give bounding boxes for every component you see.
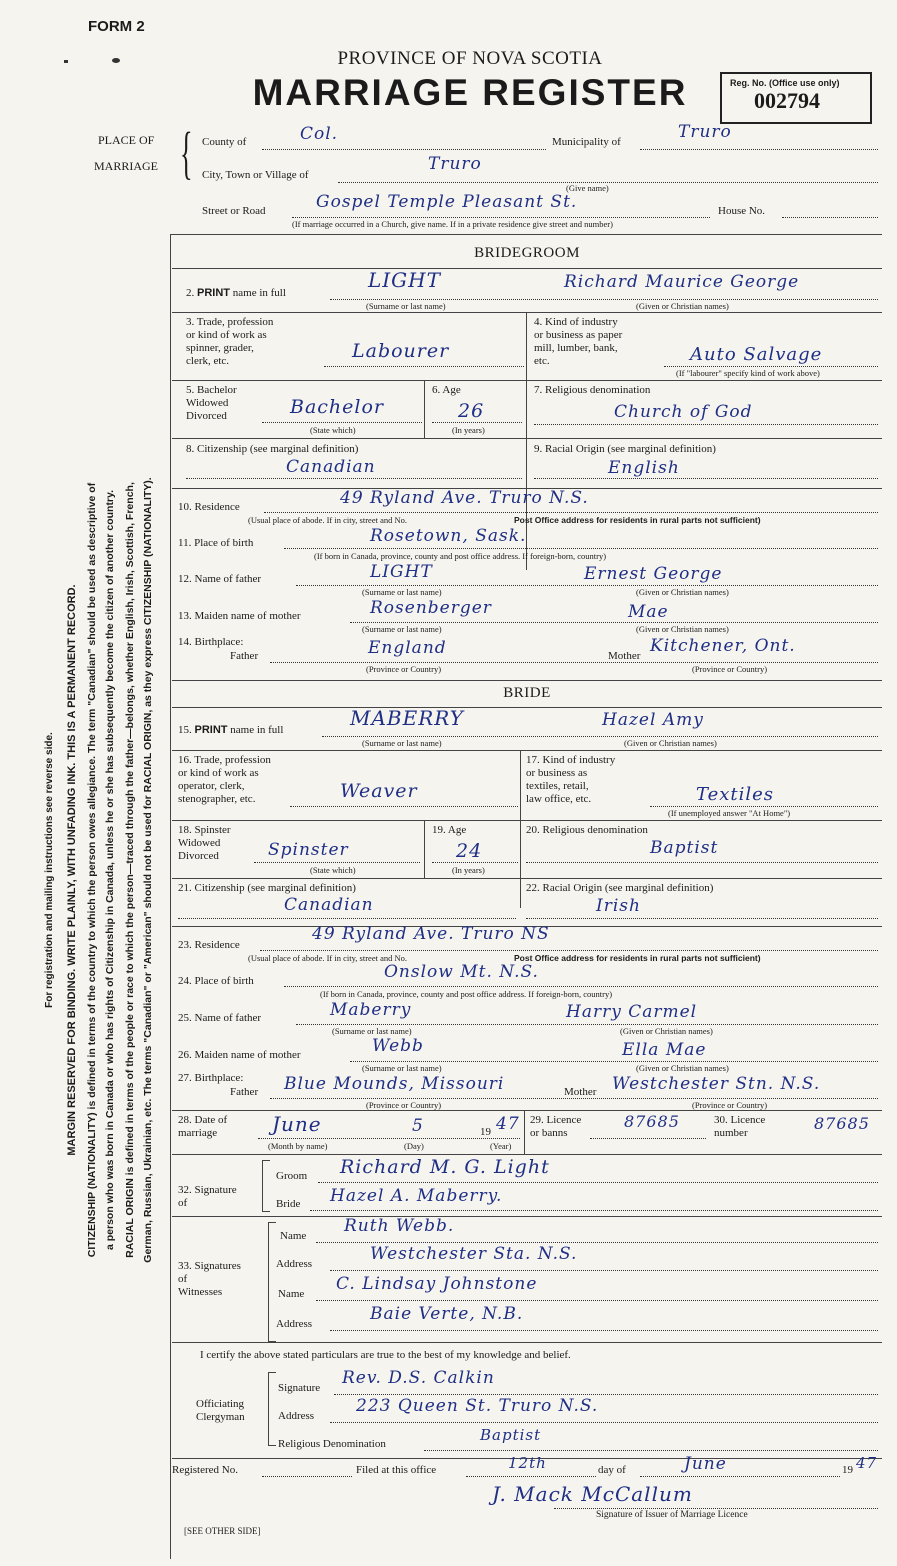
f27-line xyxy=(270,1098,878,1099)
f23-label: 23. Residence xyxy=(178,939,240,951)
groom-origin: English xyxy=(608,458,680,478)
denomination-line xyxy=(424,1450,878,1451)
bride-signature: Hazel A. Maberry. xyxy=(330,1186,503,1206)
f28-line xyxy=(258,1138,520,1139)
day-of-label: day of xyxy=(598,1464,626,1476)
place-brace: { xyxy=(180,120,193,185)
f12-label: 12. Name of father xyxy=(178,573,262,585)
f12-line xyxy=(296,585,878,586)
groom-father-given: Ernest George xyxy=(584,564,723,584)
f26-line xyxy=(350,1061,878,1062)
f5-label: 5. Bachelor Widowed Divorced xyxy=(186,384,237,422)
rule xyxy=(524,1110,525,1154)
f7-line xyxy=(534,424,878,425)
f13-surname-note: (Surname or last name) xyxy=(362,624,442,634)
groom-father-birth: England xyxy=(368,638,447,658)
month-note: (Month by name) xyxy=(268,1141,328,1151)
filed-label: Filed at this office xyxy=(356,1464,437,1476)
bride-sig-line xyxy=(310,1210,878,1211)
f21-label: 21. Citizenship (see marginal definition) xyxy=(178,882,356,894)
f15-no: 15. xyxy=(178,724,192,736)
groom-father-surname: LIGHT xyxy=(370,562,433,582)
f9-line xyxy=(534,478,878,479)
f15-given-note: (Given or Christian names) xyxy=(624,738,717,748)
w1-name-label: Name xyxy=(280,1230,307,1242)
rule xyxy=(520,750,521,908)
bride-religion: Baptist xyxy=(650,838,719,858)
rule xyxy=(172,1216,882,1217)
f2-bold: PRINT xyxy=(197,287,230,299)
f27-label: 27. Birthplace: xyxy=(178,1072,244,1084)
marriage-year: 47 xyxy=(496,1114,520,1134)
f3-label: 3. Trade, profession or kind of work as spinner, grader, clerk, etc. xyxy=(186,316,274,367)
day-note: (Day) xyxy=(404,1141,424,1151)
rule xyxy=(424,820,425,878)
f23-note-2: Post Office address for residents in rural parts not sufficient) xyxy=(514,953,761,963)
bride-sig-label: Bride xyxy=(276,1198,301,1210)
licence-or-banns: 87685 xyxy=(624,1112,680,1131)
bride-citizenship: Canadian xyxy=(284,895,374,915)
filed-year: 47 xyxy=(856,1454,878,1472)
f32-label: 32. Signature of xyxy=(178,1184,237,1209)
bride-father-birth: Blue Mounds, Missouri xyxy=(284,1074,505,1094)
f5-line xyxy=(262,422,422,423)
street-line xyxy=(292,217,710,218)
groom-religion: Church of God xyxy=(614,402,753,422)
municipality-line xyxy=(640,149,878,150)
bride-father-surname: Maberry xyxy=(330,1000,412,1020)
f23-note-1: (Usual place of abode. If in city, street and No. xyxy=(248,953,408,963)
province-heading: PROVINCE OF NOVA SCOTIA xyxy=(337,48,603,69)
form-number: FORM 2 xyxy=(88,18,145,35)
issuer-label: Signature of Issuer of Marriage Licence xyxy=(596,1510,748,1520)
bride-mother-given: Ella Mae xyxy=(622,1040,707,1060)
issuer-line xyxy=(554,1508,878,1509)
f33-bracket xyxy=(268,1222,276,1342)
f14-father-note: (Province or Country) xyxy=(366,664,442,674)
f27-father-label: Father xyxy=(230,1086,259,1098)
clergy-address-line xyxy=(330,1422,878,1423)
f6-label: 6. Age xyxy=(432,384,461,396)
clergy-sig-label: Signature xyxy=(278,1382,321,1394)
county-value: Col. xyxy=(300,124,339,144)
registered-label: Registered No. xyxy=(172,1464,238,1476)
w2-name-label: Name xyxy=(278,1288,305,1300)
witness1-address: Westchester Sta. N.S. xyxy=(370,1244,578,1264)
residence-note-1: (Usual place of abode. If in city, street and No. xyxy=(248,515,408,525)
bride-trade: Weaver xyxy=(340,780,418,802)
bride-father-given: Harry Carmel xyxy=(566,1002,698,1022)
f4-line xyxy=(664,366,878,367)
margin-col-5: RACIAL ORIGIN is defined in terms of the people or race to which the person—traced through the father—belongs, whether English, Irish, Scottish, French, xyxy=(124,482,136,1258)
rule xyxy=(172,878,882,879)
f33-label: 33. Signatures of Witnesses xyxy=(178,1260,241,1298)
groom-given: Richard Maurice George xyxy=(564,272,800,292)
rule xyxy=(172,820,882,821)
groom-citizenship: Canadian xyxy=(286,457,376,477)
f3-line xyxy=(324,366,524,367)
f15-text: name in full xyxy=(230,724,284,736)
see-other-side: [SEE OTHER SIDE] xyxy=(184,1526,261,1536)
year-prefix: 19 xyxy=(480,1126,491,1138)
groom-residence: 49 Ryland Ave. Truro N.S. xyxy=(340,488,589,508)
groom-signature: Richard M. G. Light xyxy=(340,1156,550,1178)
city-label: City, Town or Village of xyxy=(202,169,309,181)
w1-address-line xyxy=(330,1270,878,1271)
surname-note: (Surname or last name) xyxy=(366,301,446,311)
f8-label: 8. Citizenship (see marginal definition) xyxy=(186,443,359,455)
status-note: (State which) xyxy=(310,425,356,435)
groom-trade: Labourer xyxy=(352,340,450,362)
rule xyxy=(424,380,425,438)
margin-col-3: CITIZENSHIP (NATIONALITY) is defined in terms of the country to which the person owes allegiance. The term "Canadian" should be used as descriptive of xyxy=(86,482,98,1258)
city-value: Truro xyxy=(428,154,482,174)
rule xyxy=(172,380,882,381)
f4-note: (If "labourer" specify kind of work above) xyxy=(676,368,820,378)
f16-label: 16. Trade, profession or kind of work as operator, clerk, stenographer, etc. xyxy=(178,754,271,805)
binding-margin xyxy=(44,300,174,1440)
groom-mother-surname: Rosenberger xyxy=(370,598,492,618)
clergy-bracket xyxy=(268,1372,276,1446)
f21-line xyxy=(178,918,516,919)
f4-label: 4. Kind of industry or business as paper mill, lumber, bank, etc. xyxy=(534,316,623,367)
f27-father-note: (Province or Country) xyxy=(366,1100,442,1110)
municipality-value: Truro xyxy=(678,122,732,142)
f11-label: 11. Place of birth xyxy=(178,537,254,549)
residence-note-2: Post Office address for residents in rural parts not sufficient) xyxy=(514,515,761,525)
clergy-signature: Rev. D.S. Calkin xyxy=(342,1368,495,1388)
w2-address-line xyxy=(330,1330,878,1331)
f18-line xyxy=(254,862,420,863)
house-label: House No. xyxy=(718,205,766,217)
witness2-address: Baie Verte, N.B. xyxy=(370,1304,524,1324)
reg-number-label: Reg. No. (Office use only) xyxy=(730,78,840,88)
place-label-2: MARRIAGE xyxy=(94,159,159,173)
bride-status: Spinster xyxy=(268,840,349,860)
clergy-denomination: Baptist xyxy=(480,1426,542,1444)
f13-label: 13. Maiden name of mother xyxy=(178,610,301,622)
margin-col-6: German, Russian, Ukrainian, etc. The terms "Canadian" or "American" should not be used for RACIAL ORIGIN, as they express CITIZENSHIP (NATIONALITY). xyxy=(142,477,154,1263)
f20-line xyxy=(526,862,878,863)
place-label-1: PLACE OF xyxy=(98,133,155,147)
f14-father-label: Father xyxy=(230,650,259,662)
street-label: Street or Road xyxy=(202,205,266,217)
groom-status: Bachelor xyxy=(290,396,385,418)
bride-industry: Textiles xyxy=(696,784,775,805)
groom-age: 26 xyxy=(458,400,485,422)
f18-status-note: (State which) xyxy=(310,865,356,875)
w1-name-line xyxy=(316,1242,878,1243)
filed-line xyxy=(466,1476,596,1477)
bride-birthplace: Onslow Mt. N.S. xyxy=(384,962,539,982)
groom-surname: LIGHT xyxy=(368,268,441,292)
age-note: (In years) xyxy=(452,425,485,435)
witness1-name: Ruth Webb. xyxy=(344,1216,455,1236)
f16-line xyxy=(290,806,518,807)
rule xyxy=(172,438,882,439)
f32-bracket xyxy=(262,1160,270,1212)
bride-mother-surname: Webb xyxy=(372,1036,424,1056)
f17-note: (If unemployed answer "At Home") xyxy=(668,808,791,818)
f24-label: 24. Place of birth xyxy=(178,975,254,987)
margin-col-4: a person who was born in Canada or who has rights of Citizenship in Canada, unless he or she has subsequently become the citizen of another country. xyxy=(104,490,116,1251)
f17-line xyxy=(650,806,878,807)
denomination-label: Religious Denomination xyxy=(278,1438,386,1450)
f2-label xyxy=(186,287,286,299)
page-title: MARRIAGE REGISTER xyxy=(252,72,688,113)
f10-line xyxy=(264,512,878,513)
f25-given-note: (Given or Christian names) xyxy=(620,1026,713,1036)
f10-label: 10. Residence xyxy=(178,501,240,513)
bride-mother-birth: Westchester Stn. N.S. xyxy=(612,1074,821,1094)
f2-text: name in full xyxy=(232,287,286,299)
f15-surname-note: (Surname or last name) xyxy=(362,738,442,748)
bride-heading: BRIDE xyxy=(503,685,551,701)
f19-label: 19. Age xyxy=(432,824,467,836)
f28-label: 28. Date of marriage xyxy=(178,1114,228,1139)
marriage-day: 5 xyxy=(412,1116,424,1136)
rule xyxy=(172,1154,882,1155)
f19-age-note: (In years) xyxy=(452,865,485,875)
f22-line xyxy=(526,918,878,919)
clergy-label: Officiating Clergyman xyxy=(196,1398,245,1423)
f25-surname-note: (Surname or last name) xyxy=(332,1026,412,1036)
f26-label: 26. Maiden name of mother xyxy=(178,1049,301,1061)
f8-line xyxy=(186,478,522,479)
marriage-month: June xyxy=(272,1112,322,1136)
filed-month: June xyxy=(684,1454,727,1474)
f12-given-note: (Given or Christian names) xyxy=(636,587,729,597)
w2-name-line xyxy=(316,1300,878,1301)
issuer-signature: J. Mack McCallum xyxy=(492,1482,693,1506)
f15-bold: PRINT xyxy=(194,724,228,736)
f18-label: 18. Spinster Widowed Divorced xyxy=(178,824,231,862)
street-note: (If marriage occurred in a Church, give name. If in a private residence give street and number) xyxy=(292,219,613,229)
f17-label: 17. Kind of industry or business as textiles, retail, law office, etc. xyxy=(526,754,616,805)
f2-line xyxy=(330,299,878,300)
bride-age: 24 xyxy=(456,840,483,862)
f7-label: 7. Religious denomination xyxy=(534,384,651,396)
rule xyxy=(172,1110,882,1111)
w2-address-label: Address xyxy=(276,1318,313,1330)
f13-given-note: (Given or Christian names) xyxy=(636,624,729,634)
margin-col-1: For registration and mailing instructions see reverse side. xyxy=(44,732,55,1008)
birthplace-note: (If born in Canada, province, county and post office address. If foreign-born, country) xyxy=(314,551,607,561)
give-name-note: (Give name) xyxy=(566,183,609,193)
year-note: (Year) xyxy=(490,1141,512,1151)
certify-statement: I certify the above stated particulars are true to the best of my knowledge and belief. xyxy=(200,1349,571,1361)
municipality-label: Municipality of xyxy=(552,136,621,148)
w1-address-label: Address xyxy=(276,1258,313,1270)
given-note: (Given or Christian names) xyxy=(636,301,729,311)
county-line xyxy=(262,149,546,150)
county-label: County of xyxy=(202,136,247,148)
rule xyxy=(172,312,882,313)
f25-line xyxy=(296,1024,878,1025)
f14-label: 14. Birthplace: xyxy=(178,636,244,648)
f20-label: 20. Religious denomination xyxy=(526,824,648,836)
groom-birthplace: Rosetown, Sask. xyxy=(370,526,527,546)
filed-day: 12th xyxy=(508,1454,547,1472)
f11-line xyxy=(284,548,878,549)
f23-line xyxy=(260,950,878,951)
margin-col-2: MARGIN RESERVED FOR BINDING. WRITE PLAINLY, WITH UNFADING INK. THIS IS A PERMANENT RECORD. xyxy=(66,584,78,1156)
f27-mother-label: Mother xyxy=(564,1086,597,1098)
house-line xyxy=(782,217,878,218)
bride-surname: MABERRY xyxy=(350,706,464,730)
f22-label: 22. Racial Origin (see marginal definition) xyxy=(526,882,714,894)
f9-label: 9. Racial Origin (see marginal definition) xyxy=(534,443,716,455)
f30-label: 30. Licence number xyxy=(714,1114,766,1139)
f15-label xyxy=(178,724,283,736)
month-line xyxy=(640,1476,840,1477)
rule xyxy=(172,680,882,681)
clergy-sig-line xyxy=(334,1394,878,1395)
reg-number-box xyxy=(720,72,872,124)
f14-line xyxy=(270,662,878,663)
filed-year-prefix: 19 xyxy=(842,1464,853,1476)
clergy-address: 223 Queen St. Truro N.S. xyxy=(356,1396,599,1416)
registered-line xyxy=(262,1476,352,1477)
f14-mother-label: Mother xyxy=(608,650,641,662)
licence-number: 87685 xyxy=(814,1114,870,1133)
f19-line xyxy=(432,862,518,863)
f25-label: 25. Name of father xyxy=(178,1012,262,1024)
f24-note: (If born in Canada, province, county and post office address. If foreign-born, country) xyxy=(320,989,613,999)
street-value: Gospel Temple Pleasant St. xyxy=(316,192,578,212)
bride-given: Hazel Amy xyxy=(602,710,704,730)
f2-no: 2. xyxy=(186,287,195,299)
f26-surname-note: (Surname or last name) xyxy=(362,1063,442,1073)
rule xyxy=(172,1342,882,1343)
f24-line xyxy=(284,986,878,987)
f27-mother-note: (Province or Country) xyxy=(692,1100,768,1110)
f6-line xyxy=(432,422,522,423)
groom-mother-given: Mae xyxy=(628,602,669,622)
f29-line xyxy=(590,1138,706,1139)
groom-mother-birth: Kitchener, Ont. xyxy=(650,636,796,656)
bride-residence: 49 Ryland Ave. Truro NS xyxy=(312,924,550,944)
f29-label: 29. Licence or banns xyxy=(530,1114,582,1139)
f26-given-note: (Given or Christian names) xyxy=(636,1063,729,1073)
bridegroom-heading: BRIDEGROOM xyxy=(474,245,580,261)
bride-origin: Irish xyxy=(596,896,641,916)
rule xyxy=(172,707,882,708)
rule xyxy=(172,268,882,269)
reg-number: 002794 xyxy=(754,88,820,113)
groom-industry: Auto Salvage xyxy=(690,344,823,365)
f14-mother-note: (Province or Country) xyxy=(692,664,768,674)
f13-line xyxy=(350,622,878,623)
witness2-name: C. Lindsay Johnstone xyxy=(336,1274,538,1294)
f15-line xyxy=(322,736,878,737)
groom-sig-line xyxy=(318,1182,878,1183)
clergy-address-label: Address xyxy=(278,1410,315,1422)
groom-sig-label: Groom xyxy=(276,1170,308,1182)
rule xyxy=(172,750,882,751)
f12-surname-note: (Surname or last name) xyxy=(362,587,442,597)
